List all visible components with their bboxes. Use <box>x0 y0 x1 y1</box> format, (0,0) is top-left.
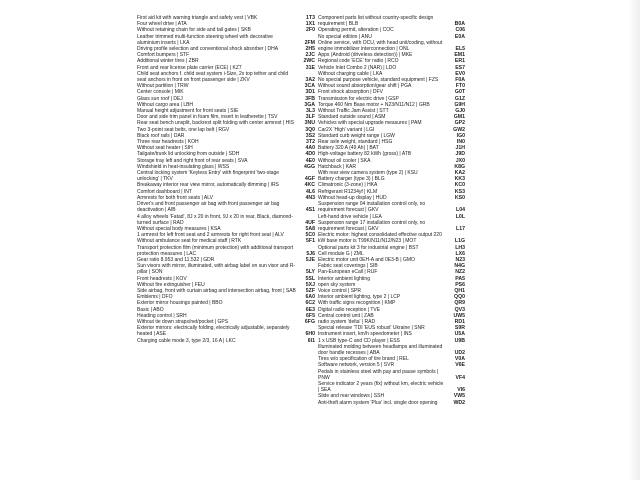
option-description: Slide and rear windows | SSH <box>318 393 385 400</box>
option-code: 1T3 <box>306 15 315 21</box>
option-entry <box>318 40 465 52</box>
option-code: U5A <box>454 331 465 338</box>
option-entry <box>318 220 465 232</box>
option-description: Electric motor unit 0EH-A and 0E3-B | GMO <box>318 256 415 263</box>
option-code: 5C0 <box>305 232 315 239</box>
option-code: EL5 <box>455 46 465 53</box>
option-description: Four wheel drive | ATA <box>137 21 187 28</box>
option-code: 5LY <box>305 269 315 276</box>
option-entry <box>137 201 315 213</box>
option-code: 6H0 <box>305 331 315 338</box>
option-description: Regional code 'ECE' for radio | RCO <box>318 58 399 65</box>
option-description: Vehicles with special upgrade measures | PAM <box>318 120 422 127</box>
option-description: Additional winter tires | ZBR <box>137 58 199 65</box>
option-description: Anti-theft alarm system 'Plus' incl. single door opening <box>318 399 438 406</box>
option-code: 5A8 <box>305 225 315 232</box>
option-code: L1G <box>454 238 465 245</box>
option-description: Breakaway interior rear view mirror, automatically dimming | IRS <box>137 182 279 189</box>
option-description: Without Traffic Jam Assist | STT <box>318 108 389 115</box>
option-description: Sun visors with mirror, illuminated, with airbag label on sun visor and R-pillar | SON <box>137 263 296 276</box>
option-code: 6FG <box>304 318 315 325</box>
option-code: KS0 <box>454 194 465 201</box>
option-description: Glass sun roof | DEJ <box>137 95 183 102</box>
option-code: 31E <box>305 64 315 71</box>
option-description: Refrigerant R1234yf | KLM <box>318 188 378 195</box>
option-description: Heading control | SRH <box>137 312 187 319</box>
option-code: 5F1 <box>306 238 315 245</box>
option-code: VI6 <box>457 387 465 394</box>
option-description: 1 x USB type-C and CD player | ESS <box>318 337 400 344</box>
option-description: High-voltage battery 82 kWh (gross) | ATB <box>318 151 412 158</box>
option-code: 5XJ <box>305 281 315 288</box>
option-code: EV0 <box>455 70 465 77</box>
option-entry <box>318 232 465 244</box>
option-description: With traffic signs recognition | KMP <box>318 300 396 307</box>
option-code: ER1 <box>454 58 465 65</box>
option-description: Exterior mirrors: electrically folding, electrically adjustable, separately heated | ASE <box>137 325 290 338</box>
option-code: GM1 <box>453 114 465 121</box>
option-description: Tires w/o specification of tire brand | REL <box>318 356 409 363</box>
option-code: 3L3 <box>306 108 315 115</box>
option-code: VW5 <box>453 393 465 400</box>
option-code: 4UF <box>305 219 315 226</box>
option-code: 3FB <box>305 95 315 102</box>
option-description: Central locking system 'Keyless Entry' with fingerprint 'two-stage unlocking' | TKV <box>137 170 280 183</box>
option-description: Pan-European eCall | RUF <box>318 269 378 276</box>
option-description: Interior ambient lighting, type 2 | LCP <box>318 294 401 301</box>
option-description: Front and rear license plate carrier (ECE) | KZ7 <box>137 64 242 71</box>
option-description: Battery charger (type 3) | BLG <box>318 176 385 183</box>
option-code: QQ0 <box>454 294 465 301</box>
option-description: No special edition | ANU <box>318 33 372 40</box>
option-entry <box>137 34 315 46</box>
option-description: Fabric seat coverings | SIB <box>318 263 378 270</box>
option-description: Armrests for both front seats | ALV <box>137 194 213 201</box>
option-description: Instrument insert, km/h speedometer | INS <box>318 331 412 338</box>
option-code: 3T2 <box>306 139 315 146</box>
option-code: UD2 <box>454 349 465 356</box>
option-code: FT0 <box>455 83 465 90</box>
option-description: Transport protection film (minimum protection) with additional transport protection measures | LAC <box>137 244 294 257</box>
option-code: 2F0 <box>306 27 315 34</box>
option-entry <box>137 338 315 344</box>
option-description: Black roof rails | DAR <box>137 132 185 139</box>
option-description: Without special body measures | KSA <box>137 225 221 232</box>
option-code: LH3 <box>455 244 465 251</box>
option-description: Online service, with OCU, with head unit/coding, without engine immobilizer interconnection | ONL <box>318 39 443 53</box>
option-code: GW2 <box>453 126 465 133</box>
option-entry <box>318 344 465 356</box>
option-description: Without partition | TRW <box>137 83 189 90</box>
option-code: N4G <box>454 263 465 270</box>
option-code: 6F5 <box>306 312 315 319</box>
option-description: Driving profile selection and conventional shock absorber | DHA <box>137 46 279 53</box>
option-code: 3LF <box>305 114 315 121</box>
option-code: WD2 <box>453 399 465 406</box>
option-code: N23 <box>455 256 465 263</box>
option-code: K8G <box>454 163 465 170</box>
option-description: Exterior mirror housings painted | BBO <box>137 300 223 307</box>
option-code: J1H <box>455 145 465 152</box>
option-description: Suspension range 17 installation control only, no requirement forecast | GKV <box>318 219 426 232</box>
option-code: 6E3 <box>305 306 315 313</box>
option-description: Rear axle weight, standard | HSG <box>318 139 393 146</box>
option-entry <box>318 381 465 393</box>
option-code: C06 <box>455 27 465 34</box>
option-description: Two 3-point seat belts, one lap belt | RGV <box>137 126 230 133</box>
option-description: Vehicle Inlet Combo 2 (NAR) | LDO <box>318 64 397 71</box>
option-description: Comfort dashboard | INT <box>137 188 192 195</box>
option-code: KK3 <box>454 176 465 183</box>
option-description: Manual height adjustment for front seats | SIE <box>137 108 239 115</box>
option-description: Special release 'TDI 'EUS robust' Ukraine | SNR <box>318 325 425 332</box>
page-edge-shadow <box>628 0 640 480</box>
option-entry <box>137 170 315 182</box>
option-description: Torque 460 Nm Base motor + N23/N11/N12 | GRB <box>318 101 430 108</box>
option-code: 1X1 <box>305 21 315 28</box>
option-code: RD1 <box>454 318 465 325</box>
option-code: IN0 <box>456 139 465 146</box>
option-description: Battery 320 A (49 Ah) | BAT <box>318 145 379 152</box>
option-description: Without charging cable | LKA <box>318 70 383 77</box>
option-code: KC0 <box>454 182 465 189</box>
option-code: 3Q0 <box>305 126 315 133</box>
option-entry <box>137 263 315 275</box>
option-entry <box>137 214 315 226</box>
option-description: Door and side trim panel in foam film, insert in leatherette | TSV <box>137 114 278 121</box>
option-description: Central control unit | ZAB <box>318 312 374 319</box>
option-code: PA5 <box>455 275 465 282</box>
option-description: Three rear headrests | KOH <box>137 139 199 146</box>
option-description: Operating permit, alteration | COC <box>318 27 394 34</box>
option-code: L0L <box>455 213 465 220</box>
option-description: Interior ambient lighting <box>318 275 370 282</box>
option-code: UW5 <box>453 312 465 319</box>
option-description: Front headrests | KOV <box>137 275 187 282</box>
option-code: NZ2 <box>455 269 465 276</box>
option-code: 3GA <box>304 101 315 108</box>
option-code: GJ0 <box>455 108 465 115</box>
option-code: G1Z <box>454 95 465 102</box>
option-code: 4GG <box>304 163 315 170</box>
option-description: 4 alloy wheels 'Fatad', 8J x 20 in front, 9J x 20 in rear, Black, diamond-turned surface | RAD <box>137 213 293 226</box>
option-description: Front shock absorption | DFV <box>318 89 383 96</box>
option-code: 3NU <box>304 120 315 127</box>
option-description: First aid kit with warning triangle and safety vest | VBK <box>137 15 258 21</box>
option-entry <box>318 400 465 406</box>
option-description: Without head-up display | HUD <box>318 194 387 201</box>
option-description: Left-hand drive vehicle | LEA <box>318 213 382 220</box>
option-description: Standard curb weight range | LGW <box>318 132 395 139</box>
option-entry <box>137 245 315 257</box>
option-code: S9R <box>454 325 465 332</box>
options-column-left <box>137 15 315 344</box>
option-code: J9D <box>455 151 465 158</box>
option-entry <box>137 71 315 83</box>
option-code: G0T <box>454 89 465 96</box>
option-description: Without fire extinguisher | FEU <box>137 281 205 288</box>
option-code: ES7 <box>455 64 465 71</box>
option-description: Climatronic (3-zone) | HKA <box>318 182 378 189</box>
option-code: G9H <box>454 101 465 108</box>
option-description: Side airbag, front with curtain airbag and intersection airbag, front | SAB <box>137 287 296 294</box>
option-description: Basic | ABO <box>137 306 164 313</box>
option-description: Without sound absorption/gear shift | PGA <box>318 83 412 90</box>
option-code: LX6 <box>455 250 465 257</box>
option-description: Digital radio reception | TVE <box>318 306 381 313</box>
option-description: Illuminated molding between headlamps and illuminated door handle recesses | ABA <box>318 343 443 356</box>
option-code: GP2 <box>454 120 465 127</box>
option-code: 2WC <box>303 58 315 65</box>
option-description: Tailgate/trunk lid unlocking from outside | SDH <box>137 151 240 158</box>
option-description: Without seat heater | SIH <box>137 145 193 152</box>
option-entry <box>137 325 315 337</box>
option-code: 5J6 <box>306 250 315 257</box>
option-description: Electric motor: highest consolidated effective output 220 kW base motor is T99K/N11/N12/N23 | MOT <box>318 232 442 245</box>
option-code: 5SL <box>305 275 315 282</box>
option-code: 5ZF <box>305 287 315 294</box>
option-description: Leather trimmed multi-function steering wheel with decorative aluminium inserts | LKA <box>137 33 273 46</box>
option-code: VF4 <box>455 374 465 381</box>
option-description: Voice control | SPR <box>318 287 361 294</box>
option-description: Standard outside sound | ASM <box>318 114 386 121</box>
option-description: Transmission for electric drive | GSP <box>318 95 399 102</box>
option-description: With rear view camera system (type 2) | KSU <box>318 170 418 177</box>
option-code: 3A2 <box>305 77 315 84</box>
option-code: 3D1 <box>305 89 315 96</box>
option-description: Hatchback | KAR <box>318 163 356 170</box>
option-description: Center console | MIK <box>137 89 184 96</box>
option-code: U9B <box>454 337 465 344</box>
option-code: QH1 <box>454 287 465 294</box>
option-description: Without ambulance seat for medical staff | RTK <box>137 238 242 245</box>
option-code: V0A <box>454 356 465 363</box>
option-code: 4N3 <box>305 194 315 201</box>
option-code: 4KC <box>304 182 315 189</box>
option-description: Driver's and front passenger air bag with front passenger air bag deactivation | AIB <box>137 201 280 214</box>
option-code: JX0 <box>455 157 465 164</box>
option-description: No special purpose vehicle, standard equipment | FZS <box>318 77 439 84</box>
option-description: Suspension range 04 installation control only, no requirement forecast | GKV <box>318 201 426 214</box>
option-description: Without cargo area | LBH <box>137 101 194 108</box>
option-description: 1 armrest for left front seat and 2 armrests for right front seat | ALV <box>137 232 284 239</box>
option-code: 4D0 <box>305 151 315 158</box>
option-code: QR9 <box>454 300 465 307</box>
option-description: Component parts list without country-specific design requirement | BLB <box>318 15 434 28</box>
option-code: L17 <box>456 225 465 232</box>
option-code: 6I1 <box>307 337 315 344</box>
option-description: Without oil cooler | SKA <box>318 157 371 164</box>
option-entry <box>318 15 465 27</box>
option-code: KS3 <box>454 188 465 195</box>
option-entry <box>318 369 465 381</box>
option-description: Car2X 'High' variant | LGI <box>318 126 375 133</box>
option-description: Child seat anchors f. child seat system i-Size, 2x top tether and child seat anchors in front on front passenger side | ZKV <box>137 70 289 84</box>
option-code: B0A <box>454 21 465 28</box>
option-code: L04 <box>456 207 465 214</box>
option-code: 4A0 <box>305 145 315 152</box>
option-description: Optional parts kit 3 for industrial engine | BST <box>318 244 419 251</box>
option-code: V6E <box>455 362 465 369</box>
option-code: 4E0 <box>305 157 315 164</box>
option-description: Rear seat bench unsplit, backrest split folding with center armrest | HIS <box>137 120 294 127</box>
option-description: Windshield in heat-insulating glass | WSS <box>137 163 230 170</box>
option-code: 5JE <box>305 256 315 263</box>
option-code: 3S2 <box>305 132 315 139</box>
option-code: 2H5 <box>305 46 315 53</box>
option-code: EM1 <box>454 52 465 59</box>
option-description: Pedals in stainless steel with pay and pause symbols | PNW <box>318 368 439 381</box>
option-description: Without tie down straps/net/pocket | GPS <box>137 318 229 325</box>
option-description: Without retaining chain for side and tail gates | SKB <box>137 27 251 34</box>
option-description: radio system 'delta' | RAD <box>318 318 376 325</box>
option-code: 4GF <box>304 176 315 183</box>
option-code: 3CA <box>304 83 315 90</box>
option-description: Gear ratio 8.953 and 11.532 | GDR <box>137 256 215 263</box>
option-description: Comfort bumpers | STF <box>137 52 190 59</box>
option-code: IG0 <box>456 132 465 139</box>
option-code: 2FM <box>304 39 315 46</box>
options-column-right <box>318 15 465 406</box>
option-description: Cell module G | ZML <box>318 250 364 257</box>
option-description: Service indicator 2 years (fix) without km, electric vehicle | SEA <box>318 380 444 394</box>
option-code: 6C2 <box>305 300 315 307</box>
option-code: PS6 <box>455 281 465 288</box>
option-description: open sky system <box>318 281 356 288</box>
option-code: 2JC <box>305 52 315 59</box>
option-code: E0A <box>454 33 465 40</box>
option-code: 6A0 <box>305 294 315 301</box>
option-entry <box>318 201 465 213</box>
option-code: F0A <box>455 77 465 84</box>
option-code: 4S1 <box>305 207 315 214</box>
option-description: Emblems | DFO <box>137 294 173 301</box>
option-description: Software network, version 5 | SVR <box>318 362 395 369</box>
option-code: QV3 <box>454 306 465 313</box>
option-code: KA2 <box>454 170 465 177</box>
option-description: Storage tray left and right front of rear seats | SVA <box>137 157 248 164</box>
option-code: 4L6 <box>306 188 315 195</box>
option-description: Apps (Android (driveless detection)) | MKE <box>318 52 413 59</box>
option-description: Charging cable mode 3, type 2/3, 16 A | LKC <box>137 337 236 344</box>
